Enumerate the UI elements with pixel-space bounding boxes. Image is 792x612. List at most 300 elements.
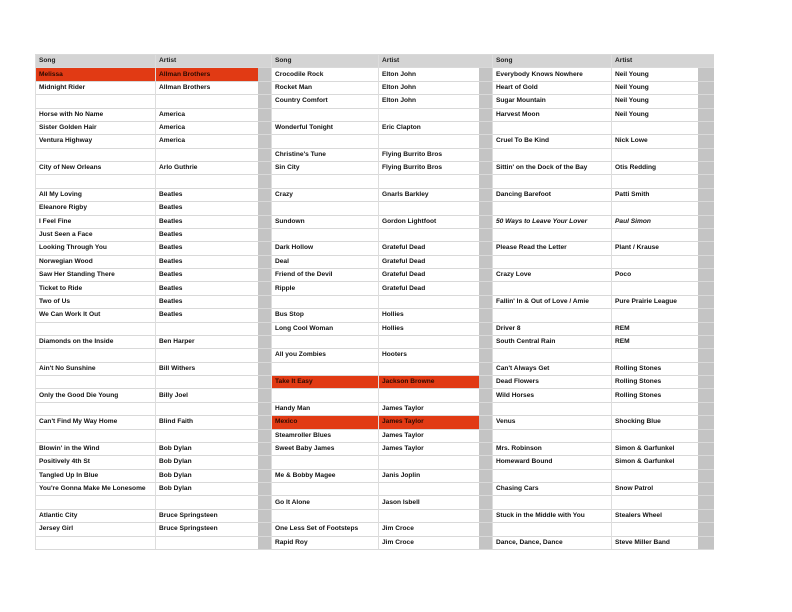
column-separator (258, 456, 272, 469)
artist-cell[interactable] (379, 135, 479, 148)
artist-cell[interactable]: Otis Redding (612, 162, 698, 175)
column-separator (258, 295, 272, 308)
column-separator (258, 269, 272, 282)
artist-cell[interactable] (612, 148, 698, 161)
song-cell[interactable]: Sweet Baby James (272, 442, 379, 455)
song-cell[interactable]: Crazy Love (493, 269, 612, 282)
artist-cell[interactable] (379, 228, 479, 241)
song-cell[interactable] (36, 322, 156, 335)
artist-cell[interactable] (379, 108, 479, 121)
column-separator (479, 322, 493, 335)
table-row (36, 509, 714, 522)
artist-cell[interactable] (156, 402, 258, 415)
song-cell[interactable] (272, 135, 379, 148)
column-separator (479, 523, 493, 536)
column-separator (258, 162, 272, 175)
artist-cell[interactable]: REM (612, 335, 698, 348)
artist-cell[interactable]: Bruce Springsteen (156, 509, 258, 522)
column-separator (479, 389, 493, 402)
artist-cell[interactable] (156, 322, 258, 335)
table-row (36, 68, 714, 81)
artist-cell[interactable]: Neil Young (612, 81, 698, 94)
column-separator (698, 536, 714, 549)
artist-cell[interactable]: Grateful Dead (379, 282, 479, 295)
song-cell[interactable]: Deal (272, 255, 379, 268)
column-separator (479, 55, 493, 68)
song-cell[interactable] (272, 362, 379, 375)
artist-cell[interactable]: James Taylor (379, 416, 479, 429)
artist-cell[interactable]: Arlo Guthrie (156, 162, 258, 175)
artist-cell[interactable] (379, 456, 479, 469)
artist-cell[interactable]: Hollies (379, 322, 479, 335)
table-row (36, 389, 714, 402)
song-cell[interactable]: Mexico (272, 416, 379, 429)
song-cell[interactable]: Cruel To Be Kind (493, 135, 612, 148)
song-cell[interactable] (272, 483, 379, 496)
column-separator (698, 469, 714, 482)
song-cell[interactable]: Everybody Knows Nowhere (493, 68, 612, 81)
column-separator (258, 148, 272, 161)
song-cell[interactable]: Venus (493, 416, 612, 429)
song-cell[interactable]: Harvest Moon (493, 108, 612, 121)
artist-cell[interactable]: America (156, 108, 258, 121)
song-cell[interactable] (272, 335, 379, 348)
artist-cell[interactable]: Rolling Stones (612, 362, 698, 375)
table-row (36, 349, 714, 362)
artist-cell[interactable] (379, 202, 479, 215)
song-cell[interactable]: Homeward Bound (493, 456, 612, 469)
column-separator (698, 429, 714, 442)
artist-cell[interactable]: Neil Young (612, 108, 698, 121)
song-cell[interactable]: Go It Alone (272, 496, 379, 509)
song-cell[interactable]: Sugar Mountain (493, 95, 612, 108)
artist-cell[interactable] (612, 228, 698, 241)
artist-cell[interactable] (156, 349, 258, 362)
artist-cell[interactable]: Bob Dylan (156, 456, 258, 469)
artist-cell[interactable]: Beatles (156, 269, 258, 282)
artist-cell[interactable]: Poco (612, 269, 698, 282)
song-cell[interactable] (272, 202, 379, 215)
artist-cell[interactable]: REM (612, 322, 698, 335)
artist-cell[interactable]: Allman Brothers (156, 81, 258, 94)
column-separator (479, 335, 493, 348)
song-cell[interactable]: Eleanore Rigby (36, 202, 156, 215)
song-cell[interactable] (493, 228, 612, 241)
artist-cell[interactable] (612, 175, 698, 188)
column-separator (479, 255, 493, 268)
song-cell[interactable]: Atlantic City (36, 509, 156, 522)
song-cell[interactable] (272, 456, 379, 469)
song-table (35, 54, 714, 550)
table-body (36, 55, 714, 550)
artist-cell[interactable]: Bob Dylan (156, 469, 258, 482)
artist-cell[interactable]: Hollies (379, 309, 479, 322)
artist-cell[interactable]: Bob Dylan (156, 442, 258, 455)
song-cell[interactable] (36, 349, 156, 362)
song-cell[interactable]: Norwegian Wood (36, 255, 156, 268)
song-cell[interactable] (36, 402, 156, 415)
song-cell[interactable]: Me & Bobby Magee (272, 469, 379, 482)
artist-cell[interactable]: Beatles (156, 242, 258, 255)
artist-cell[interactable]: Patti Smith (612, 188, 698, 201)
artist-cell[interactable] (612, 309, 698, 322)
song-cell[interactable]: Sister Golden Hair (36, 121, 156, 134)
artist-cell[interactable]: James Taylor (379, 402, 479, 415)
song-cell[interactable]: Dancing Barefoot (493, 188, 612, 201)
artist-cell[interactable]: Blind Faith (156, 416, 258, 429)
column-separator (479, 148, 493, 161)
column-separator (479, 68, 493, 81)
song-cell[interactable] (493, 121, 612, 134)
song-cell[interactable]: Can't Find My Way Home (36, 416, 156, 429)
table-row (36, 175, 714, 188)
song-cell[interactable] (272, 389, 379, 402)
song-cell[interactable]: Bus Stop (272, 309, 379, 322)
song-cell[interactable]: Long Cool Woman (272, 322, 379, 335)
table-row (36, 456, 714, 469)
song-cell[interactable] (493, 349, 612, 362)
song-cell[interactable] (272, 295, 379, 308)
song-cell[interactable]: Handy Man (272, 402, 379, 415)
artist-cell[interactable]: Nick Lowe (612, 135, 698, 148)
song-cell[interactable] (493, 202, 612, 215)
artist-cell[interactable]: Ben Harper (156, 335, 258, 348)
song-cell[interactable]: Take It Easy (272, 376, 379, 389)
column-separator (479, 456, 493, 469)
column-separator (698, 282, 714, 295)
song-cell[interactable] (493, 309, 612, 322)
artist-cell[interactable]: Jim Croce (379, 536, 479, 549)
song-cell[interactable] (493, 175, 612, 188)
artist-cell[interactable]: America (156, 121, 258, 134)
song-cell[interactable]: You're Gonna Make Me Lonesome (36, 483, 156, 496)
artist-cell[interactable]: Neil Young (612, 95, 698, 108)
artist-cell[interactable] (379, 335, 479, 348)
column-separator (258, 188, 272, 201)
song-cell[interactable]: Wonderful Tonight (272, 121, 379, 134)
song-cell[interactable]: Dance, Dance, Dance (493, 536, 612, 549)
artist-cell[interactable]: Flying Burrito Bros (379, 162, 479, 175)
artist-cell[interactable]: Pure Prairie League (612, 295, 698, 308)
song-cell[interactable]: Sin City (272, 162, 379, 175)
artist-cell[interactable]: Beatles (156, 215, 258, 228)
column-separator (258, 282, 272, 295)
artist-cell[interactable] (156, 376, 258, 389)
song-cell[interactable]: City of New Orleans (36, 162, 156, 175)
artist-cell[interactable] (612, 202, 698, 215)
column-separator (479, 509, 493, 522)
song-cell[interactable]: Ain't No Sunshine (36, 362, 156, 375)
column-separator (258, 215, 272, 228)
song-cell[interactable]: Crocodile Rock (272, 68, 379, 81)
artist-cell[interactable] (612, 255, 698, 268)
table-row (36, 242, 714, 255)
artist-cell[interactable]: Neil Young (612, 68, 698, 81)
song-cell[interactable]: Positively 4th St (36, 456, 156, 469)
artist-cell[interactable] (612, 349, 698, 362)
table-row (36, 148, 714, 161)
artist-cell[interactable]: Jim Croce (379, 523, 479, 536)
song-cell[interactable] (272, 509, 379, 522)
column-separator (479, 215, 493, 228)
song-cell[interactable]: Sittin' on the Dock of the Bay (493, 162, 612, 175)
song-cell[interactable] (272, 108, 379, 121)
column-separator (258, 429, 272, 442)
song-cell[interactable]: Sundown (272, 215, 379, 228)
song-cell[interactable]: Diamonds on the Inside (36, 335, 156, 348)
artist-cell[interactable]: Gnarls Barkley (379, 188, 479, 201)
artist-cell[interactable] (612, 121, 698, 134)
artist-cell[interactable] (156, 148, 258, 161)
column-separator (698, 456, 714, 469)
column-separator (258, 402, 272, 415)
column-separator (479, 309, 493, 322)
artist-cell[interactable]: Bill Withers (156, 362, 258, 375)
song-cell[interactable]: Can't Always Get (493, 362, 612, 375)
artist-cell[interactable]: Beatles (156, 295, 258, 308)
artist-cell[interactable] (379, 483, 479, 496)
artist-cell[interactable] (156, 536, 258, 549)
header-artist-1: Artist (156, 55, 258, 68)
song-cell[interactable]: Ticket to Ride (36, 282, 156, 295)
artist-cell[interactable]: Janis Joplin (379, 469, 479, 482)
song-cell[interactable] (493, 148, 612, 161)
song-cell[interactable]: Two of Us (36, 295, 156, 308)
column-separator (479, 295, 493, 308)
column-separator (479, 536, 493, 549)
column-separator (479, 202, 493, 215)
artist-cell[interactable]: Hooters (379, 349, 479, 362)
artist-cell[interactable]: Grateful Dead (379, 255, 479, 268)
song-cell[interactable]: Country Comfort (272, 95, 379, 108)
song-cell[interactable]: Stuck in the Middle with You (493, 509, 612, 522)
song-cell[interactable]: All My Loving (36, 188, 156, 201)
artist-cell[interactable] (379, 362, 479, 375)
artist-cell[interactable]: Rolling Stones (612, 376, 698, 389)
song-cell[interactable] (493, 429, 612, 442)
song-cell[interactable]: Crazy (272, 188, 379, 201)
column-separator (258, 228, 272, 241)
column-separator (258, 376, 272, 389)
column-separator (258, 135, 272, 148)
song-cell[interactable]: One Less Set of Footsteps (272, 523, 379, 536)
artist-cell[interactable]: Rolling Stones (612, 389, 698, 402)
song-cell[interactable]: Dead Flowers (493, 376, 612, 389)
song-cell[interactable] (272, 175, 379, 188)
song-cell[interactable]: Ripple (272, 282, 379, 295)
artist-cell[interactable]: Beatles (156, 282, 258, 295)
song-cell[interactable]: Please Read the Letter (493, 242, 612, 255)
song-cell[interactable] (493, 496, 612, 509)
artist-cell[interactable]: Grateful Dead (379, 269, 479, 282)
table-row (36, 429, 714, 442)
column-separator (258, 309, 272, 322)
song-cell[interactable]: Friend of the Devil (272, 269, 379, 282)
artist-cell[interactable]: Billy Joel (156, 389, 258, 402)
song-cell[interactable] (36, 175, 156, 188)
song-cell[interactable] (36, 376, 156, 389)
artist-cell[interactable]: James Taylor (379, 442, 479, 455)
artist-cell[interactable]: Simon & Garfunkel (612, 456, 698, 469)
song-cell[interactable]: Saw Her Standing There (36, 269, 156, 282)
column-separator (698, 81, 714, 94)
header-song-2: Song (272, 55, 379, 68)
song-cell[interactable]: Jersey Girl (36, 523, 156, 536)
column-separator (698, 242, 714, 255)
song-cell[interactable] (493, 523, 612, 536)
song-cell[interactable]: Mrs. Robinson (493, 442, 612, 455)
song-cell[interactable]: Heart of Gold (493, 81, 612, 94)
table-row (36, 523, 714, 536)
artist-cell[interactable]: Beatles (156, 188, 258, 201)
artist-cell[interactable] (612, 402, 698, 415)
table-row (36, 282, 714, 295)
artist-cell[interactable] (612, 282, 698, 295)
column-separator (698, 509, 714, 522)
song-cell[interactable] (493, 255, 612, 268)
artist-cell[interactable]: Shocking Blue (612, 416, 698, 429)
song-cell[interactable]: Tangled Up In Blue (36, 469, 156, 482)
column-separator (698, 68, 714, 81)
artist-cell[interactable]: Elton John (379, 81, 479, 94)
song-cell[interactable]: I Feel Fine (36, 215, 156, 228)
artist-cell[interactable]: Bruce Springsteen (156, 523, 258, 536)
song-cell[interactable] (36, 496, 156, 509)
song-cell[interactable] (36, 95, 156, 108)
song-cell[interactable] (493, 402, 612, 415)
song-cell[interactable]: All you Zombies (272, 349, 379, 362)
artist-cell[interactable]: Jason Isbell (379, 496, 479, 509)
column-separator (479, 269, 493, 282)
song-cell[interactable]: Melissa (36, 68, 156, 81)
song-cell[interactable] (36, 148, 156, 161)
song-cell[interactable]: Rapid Roy (272, 536, 379, 549)
artist-cell[interactable]: Elton John (379, 68, 479, 81)
artist-cell[interactable] (156, 95, 258, 108)
song-cell[interactable] (36, 536, 156, 549)
artist-cell[interactable] (612, 429, 698, 442)
artist-cell[interactable]: Eric Clapton (379, 121, 479, 134)
column-separator (258, 68, 272, 81)
song-cell[interactable]: Christine's Tune (272, 148, 379, 161)
artist-cell[interactable] (379, 295, 479, 308)
song-cell[interactable]: Looking Through You (36, 242, 156, 255)
column-separator (698, 402, 714, 415)
column-separator (479, 416, 493, 429)
artist-cell[interactable]: Flying Burrito Bros (379, 148, 479, 161)
column-separator (479, 228, 493, 241)
artist-cell[interactable]: Stealers Wheel (612, 509, 698, 522)
song-cell[interactable] (493, 282, 612, 295)
song-cell[interactable]: Midnight Rider (36, 81, 156, 94)
artist-cell[interactable] (379, 389, 479, 402)
song-cell[interactable] (36, 429, 156, 442)
table-row (36, 202, 714, 215)
artist-cell[interactable]: Grateful Dead (379, 242, 479, 255)
table-row (36, 228, 714, 241)
song-cell[interactable]: Driver 8 (493, 322, 612, 335)
artist-cell[interactable]: Plant / Krause (612, 242, 698, 255)
song-cell[interactable]: Rocket Man (272, 81, 379, 94)
song-cell[interactable]: Fallin' In & Out of Love / Amie (493, 295, 612, 308)
song-cell[interactable]: Blowin' in the Wind (36, 442, 156, 455)
artist-cell[interactable]: Bob Dylan (156, 483, 258, 496)
column-separator (258, 442, 272, 455)
artist-cell[interactable]: Beatles (156, 202, 258, 215)
song-cell[interactable]: Dark Hollow (272, 242, 379, 255)
column-separator (698, 135, 714, 148)
column-separator (698, 228, 714, 241)
column-separator (698, 121, 714, 134)
artist-cell[interactable]: Paul Simon (612, 215, 698, 228)
artist-cell[interactable] (379, 509, 479, 522)
column-separator (479, 135, 493, 148)
artist-cell[interactable] (156, 175, 258, 188)
column-separator (698, 389, 714, 402)
song-cell[interactable]: Ventura Highway (36, 135, 156, 148)
song-cell[interactable]: South Central Rain (493, 335, 612, 348)
column-separator (698, 55, 714, 68)
table-row (36, 215, 714, 228)
column-separator (479, 442, 493, 455)
artist-cell[interactable]: Beatles (156, 228, 258, 241)
song-cell[interactable]: Only the Good Die Young (36, 389, 156, 402)
artist-cell[interactable] (156, 496, 258, 509)
song-cell[interactable]: Just Seen a Face (36, 228, 156, 241)
song-cell[interactable]: Wild Horses (493, 389, 612, 402)
song-cell[interactable]: 50 Ways to Leave Your Lover (493, 215, 612, 228)
song-cell[interactable] (493, 469, 612, 482)
column-separator (698, 335, 714, 348)
artist-cell[interactable]: Beatles (156, 309, 258, 322)
song-cell[interactable]: We Can Work It Out (36, 309, 156, 322)
song-cell[interactable]: Chasing Cars (493, 483, 612, 496)
column-separator (479, 81, 493, 94)
song-cell[interactable]: Horse with No Name (36, 108, 156, 121)
column-separator (698, 483, 714, 496)
table-row (36, 536, 714, 549)
table-row (36, 322, 714, 335)
artist-cell[interactable] (612, 523, 698, 536)
song-cell[interactable] (272, 228, 379, 241)
artist-cell[interactable] (612, 469, 698, 482)
table-row (36, 81, 714, 94)
artist-cell[interactable]: Beatles (156, 255, 258, 268)
column-separator (479, 349, 493, 362)
song-cell[interactable]: Steamroller Blues (272, 429, 379, 442)
artist-cell[interactable]: Jackson Browne (379, 376, 479, 389)
artist-cell[interactable] (156, 429, 258, 442)
artist-cell[interactable]: Steve Miller Band (612, 536, 698, 549)
artist-cell[interactable]: Gordon Lightfoot (379, 215, 479, 228)
column-separator (258, 95, 272, 108)
table-row (36, 309, 714, 322)
column-separator (479, 376, 493, 389)
artist-cell[interactable]: Allman Brothers (156, 68, 258, 81)
artist-cell[interactable]: Snow Patrol (612, 483, 698, 496)
artist-cell[interactable]: Elton John (379, 95, 479, 108)
column-separator (479, 242, 493, 255)
column-separator (258, 202, 272, 215)
artist-cell[interactable] (379, 175, 479, 188)
artist-cell[interactable] (612, 496, 698, 509)
artist-cell[interactable]: Simon & Garfunkel (612, 442, 698, 455)
artist-cell[interactable]: James Taylor (379, 429, 479, 442)
column-separator (698, 255, 714, 268)
column-separator (258, 349, 272, 362)
table-row (36, 135, 714, 148)
artist-cell[interactable]: America (156, 135, 258, 148)
